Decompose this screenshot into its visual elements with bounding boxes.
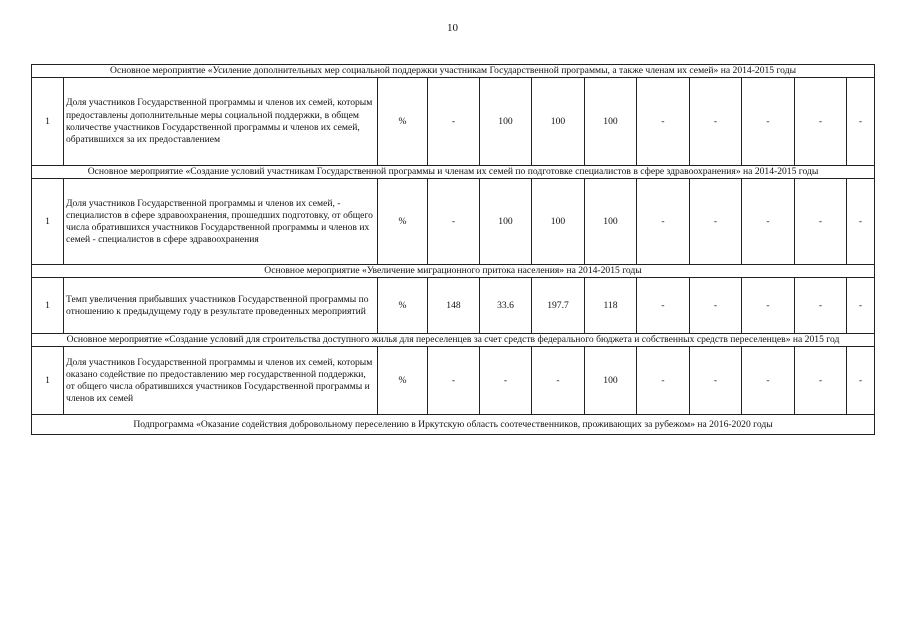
value-cell: - xyxy=(847,278,875,334)
value-cell: - xyxy=(795,278,847,334)
value-cell: 100 xyxy=(585,78,637,166)
section-header-row xyxy=(32,65,875,78)
indicator-description: Доля участников Государственной программы и членов их семей, которым оказано содействие по предоставлению мер государственной поддержки, от общего числа обратившихся участников Государственной программы и членов их семей xyxy=(64,347,378,415)
value-cell: 100 xyxy=(585,347,637,415)
value-cell: 197.7 xyxy=(532,278,585,334)
indicator-description: Темп увеличения прибывших участников Государственной программы по отношению к предыдущему году в результате проведенных мероприятий xyxy=(64,278,378,334)
section-title: Основное мероприятие «Создание условий для строительства доступного жилья для переселенцев за счет средств федерального бюджета и собственных средств переселенцев» на 2015 год xyxy=(32,334,875,347)
value-cell: 100 xyxy=(480,179,532,265)
unit-cell: % xyxy=(378,347,428,415)
value-cell: - xyxy=(690,347,742,415)
value-cell: - xyxy=(637,78,690,166)
value-cell: - xyxy=(428,347,480,415)
value-cell: - xyxy=(742,278,795,334)
value-cell: 100 xyxy=(585,179,637,265)
section-title: Основное мероприятие «Увеличение миграционного притока населения» на 2014-2015 годы xyxy=(32,265,875,278)
value-cell: - xyxy=(428,179,480,265)
value-cell: - xyxy=(847,179,875,265)
value-cell: 33.6 xyxy=(480,278,532,334)
indicator-description: Доля участников Государственной программы и членов их семей, которым предоставлены дополнительные меры социальной поддержки, в общем количестве участников Государственной программы и членов их семей, обратившихся за их предоставлением xyxy=(64,78,378,166)
table-row xyxy=(32,78,875,166)
row-number: 1 xyxy=(32,347,64,415)
row-number: 1 xyxy=(32,78,64,166)
table-row xyxy=(32,347,875,415)
value-cell: 100 xyxy=(532,179,585,265)
section-header-row xyxy=(32,265,875,278)
section-header-row xyxy=(32,334,875,347)
value-cell: 100 xyxy=(532,78,585,166)
subprogram-row xyxy=(32,415,875,435)
value-cell: 148 xyxy=(428,278,480,334)
value-cell: - xyxy=(795,179,847,265)
value-cell: - xyxy=(690,179,742,265)
value-cell: 118 xyxy=(585,278,637,334)
value-cell: 100 xyxy=(480,78,532,166)
value-cell: - xyxy=(795,347,847,415)
section-title: Основное мероприятие «Усиление дополнительных мер социальной поддержки участникам Государственной программы, а также членам их семей» на 2014-2015 годы xyxy=(32,65,875,78)
value-cell: - xyxy=(480,347,532,415)
indicator-description: Доля участников Государственной программы и членов их семей, - специалистов в сфере здравоохранения, прошедших подготовку, от общего числа обратившихся участников Государственной программы и членов их семей - специалистов в сфере здравоохранения xyxy=(64,179,378,265)
table-row xyxy=(32,179,875,265)
value-cell: - xyxy=(847,347,875,415)
table-row xyxy=(32,278,875,334)
value-cell: - xyxy=(742,179,795,265)
value-cell: - xyxy=(428,78,480,166)
value-cell: - xyxy=(637,278,690,334)
value-cell: - xyxy=(637,179,690,265)
value-cell: - xyxy=(742,347,795,415)
value-cell: - xyxy=(847,78,875,166)
unit-cell: % xyxy=(378,278,428,334)
row-number: 1 xyxy=(32,278,64,334)
value-cell: - xyxy=(690,278,742,334)
subprogram-title: Подпрограмма «Оказание содействия добровольному переселению в Иркутскую область соотечественников, проживающих за рубежом» на 2016-2020 годы xyxy=(32,415,875,435)
value-cell: - xyxy=(690,78,742,166)
value-cell: - xyxy=(532,347,585,415)
section-title: Основное мероприятие «Создание условий участникам Государственной программы и членам их семей по подготовке специалистов в сфере здравоохранения» на 2014-2015 годы xyxy=(32,166,875,179)
value-cell: - xyxy=(742,78,795,166)
section-header-row xyxy=(32,166,875,179)
row-number: 1 xyxy=(32,179,64,265)
value-cell: - xyxy=(795,78,847,166)
page-number: 10 xyxy=(447,22,458,34)
indicators-table xyxy=(31,64,875,435)
unit-cell: % xyxy=(378,179,428,265)
value-cell: - xyxy=(637,347,690,415)
unit-cell: % xyxy=(378,78,428,166)
